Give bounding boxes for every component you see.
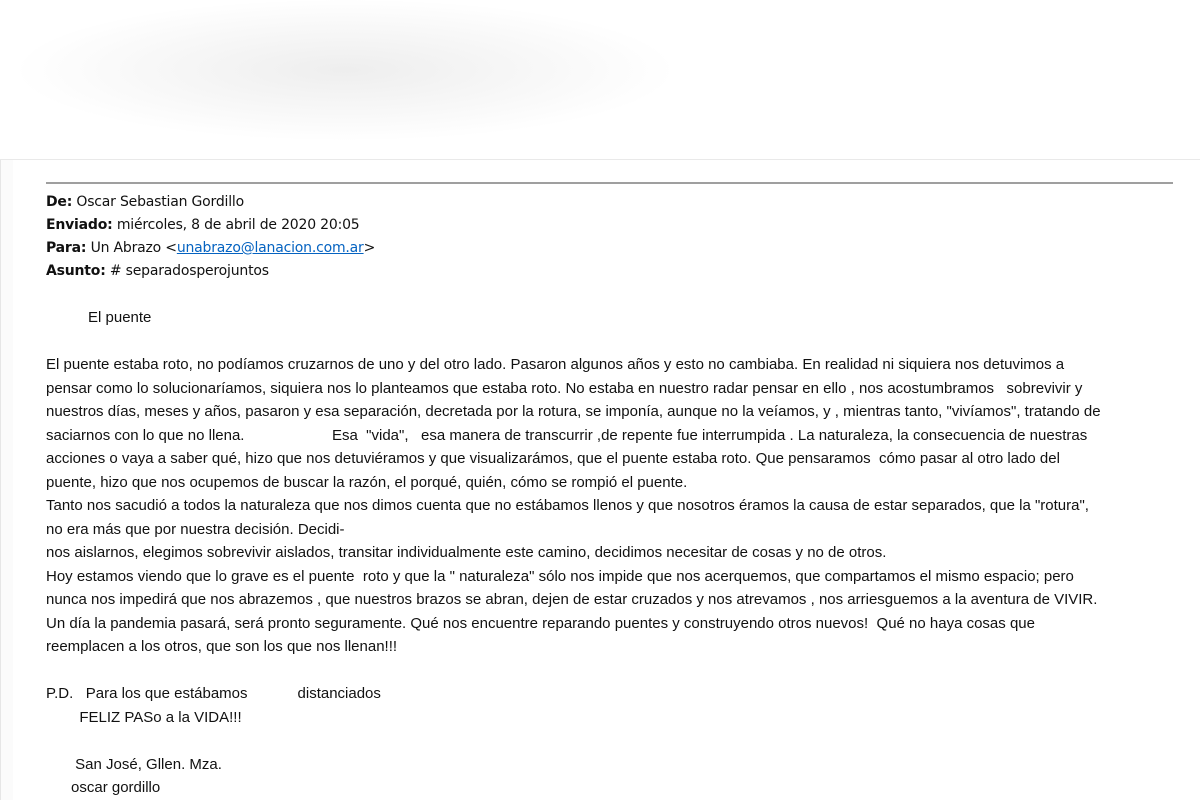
from-row [46,191,375,214]
paragraph-line: acciones o vaya a saber qué, hizo que nos detuviéramos y que visualizarámos, que el puente estaba roto. Que pensaramos cómo pasar al otro lado del [46,450,1060,467]
email-headers [46,191,375,283]
subject-label: Asunto: [46,263,106,279]
to-close: > [363,240,376,256]
to-label: Para: [46,240,87,256]
sent-value: miércoles, 8 de abril de 2020 20:05 [116,217,360,233]
subject-row [46,260,375,283]
sent-row [46,214,375,237]
to-row [46,237,375,260]
paragraph-line: Hoy estamos viendo que lo grave es el puente roto y que la " naturaleza" sólo nos impide que nos acerquemos, que compartamos el mismo espacio; pero [46,567,1074,585]
paragraph-line: nunca nos impedirá que nos abrazemos , que nuestros brazos se abran, dejen de estar cruzados y nos atrevamos , nos arriesguemos a la aventura de VIVIR. [46,591,1098,608]
postscript-line: FELIZ PASo a la VIDA!!! [46,708,242,726]
from-label: De: [46,194,73,210]
paragraph-line: pensar como lo solucionaríamos, siquiera nos lo planteamos que estaba roto. No estaba en nuestro radar pensar en ello , nos acostumbramos sobrevivir y [46,379,1083,397]
to-name: Un Abrazo < [90,240,177,256]
page-left-margin [0,160,13,800]
paragraph-line: Un día la pandemia pasará, será pronto seguramente. Qué nos encuentre reparando puentes y construyendo otros nuevos! Qué no haya cosas que [46,614,1035,632]
from-value: Oscar Sebastian Gordillo [76,194,244,210]
letter-title: El puente [88,309,152,326]
subject-value: # separadosperojuntos [109,263,269,279]
paragraph-line: El puente estaba roto, no podíamos cruzarnos de uno y del otro lado. Pasaron algunos años y esto no cambiaba. En realidad ni siquiera nos detuvimos a [46,356,1065,373]
blank-line [46,330,1186,354]
paragraph-line: Tanto nos sacudió a todos la naturaleza que nos dimos cuenta que no estábamos llenos y que nosotros éramos la causa de estar separados, que la "rotura", [46,497,1089,514]
paragraph-line: puente, hizo que nos ocupemos de buscar la razón, el porqué, quién, cómo se rompió el puente. [46,473,688,491]
page-top-border [0,159,1200,160]
header-separator [46,182,1173,184]
sent-label: Enviado: [46,217,113,233]
letter-paragraph [46,353,1186,659]
paragraph-line: saciarnos con lo que no llena. Esa "vida", esa manera de transcurrir ,de repente fue interrumpida . La naturaleza, la consecuencia de nuestras [46,426,1088,444]
paragraph-line: reemplacen a los otros, que son los que nos llenan!!! [46,638,398,655]
location-line: San José, Gllen. Mza. [46,755,222,773]
to-email-link[interactable]: unabrazo@lanacion.com.ar [176,240,364,256]
blank-line [46,729,1186,753]
email-body [46,306,1186,800]
blurred-redaction [20,0,670,140]
postscript-line: P.D. Para los que estábamos distanciados [46,685,381,702]
paragraph-line: no era más que por nuestra decisión. Decidi- [46,520,345,538]
signature-line: oscar gordillo [46,779,161,796]
paragraph-line: nuestros días, meses y años, pasaron y esa separación, decretada por la rotura, se imponía, aunque no la veíamos, y , mientras tanto, "vivíamos", tratando de [46,403,1101,420]
blank-line [46,659,1186,683]
paragraph-line: nos aislarnos, elegimos sobrevivir aislados, transitar individualmente este camino, decidimos necesitar de cosas y no de otros. [46,544,887,561]
